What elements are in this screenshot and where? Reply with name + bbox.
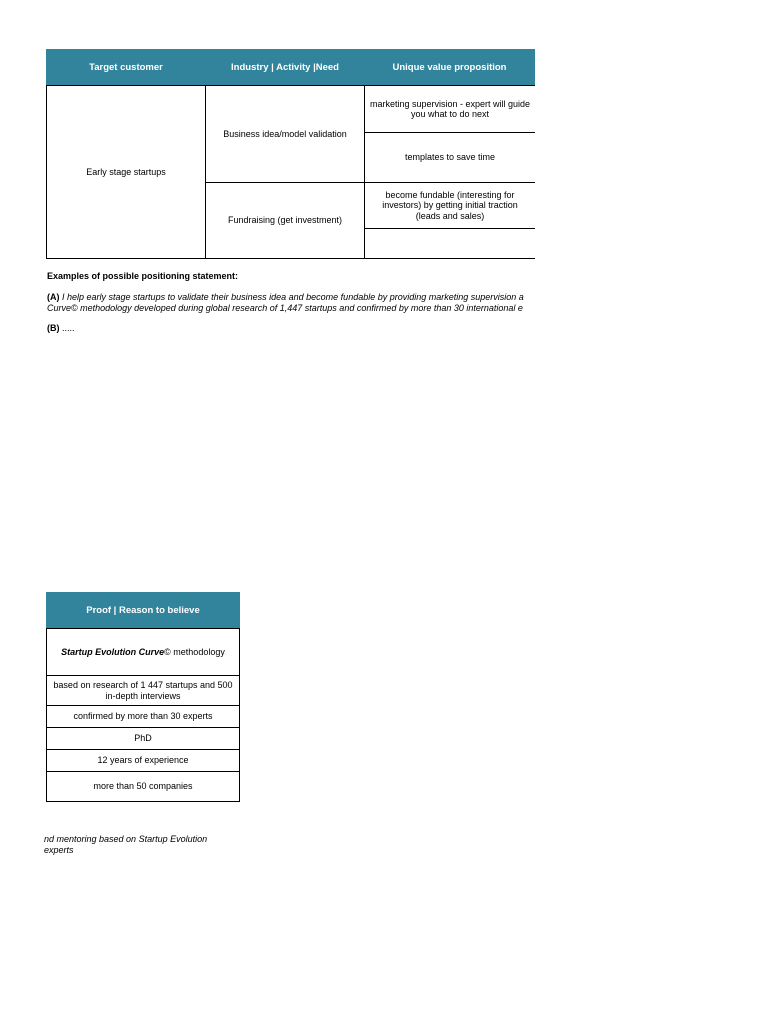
methodology-suffix: © methodology <box>164 646 225 657</box>
methodology-name: Startup Evolution Curve <box>61 646 165 657</box>
example-a-line1: I help early stage startups to validate their business idea and become fundable by providing marketing supervision a <box>62 292 524 302</box>
overflow-text <box>44 834 207 856</box>
example-a-line2: Curve© methodology developed during global research of 1,447 startups and confirmed by more than 30 international e <box>47 303 523 313</box>
cell-customer: Early stage startups <box>46 85 206 259</box>
proof-experts: confirmed by more than 30 experts <box>46 705 240 728</box>
proof-table <box>46 592 240 802</box>
cell-value-fundable <box>364 182 535 229</box>
overflow-line2: experts <box>44 845 74 855</box>
example-b-label: (B) <box>47 323 60 333</box>
proof-research: based on research of 1 447 startups and 500 in-depth interviews <box>46 675 240 706</box>
examples-heading: Examples of possible positioning statement: <box>47 271 239 281</box>
example-a-label: (A) <box>47 292 60 302</box>
proof-experience: 12 years of experience <box>46 749 240 772</box>
cell-need-validation: Business idea/model validation <box>205 85 365 183</box>
header-proof: Proof | Reason to believe <box>46 592 240 628</box>
header-target-customer: Target customer <box>46 49 206 85</box>
cell-value-templates: templates to save time <box>364 132 535 183</box>
overflow-line1: nd mentoring based on Startup Evolution <box>44 834 208 844</box>
cell-need-fundraising: Fundraising (get investment) <box>205 182 365 259</box>
proof-methodology <box>46 628 240 676</box>
example-b-text: ..... <box>62 323 75 333</box>
cell-value-supervision <box>364 85 535 133</box>
top-table <box>46 49 535 259</box>
cell-value-empty <box>364 228 535 259</box>
header-industry-need: Industry | Activity |Need <box>206 49 364 85</box>
value-fundable-text: become fundable (interesting for investors) by getting initial traction (leads and sales) <box>382 189 518 221</box>
example-b <box>47 323 75 334</box>
value-supervision-text: marketing supervision - expert will guide you what to do next <box>369 98 531 119</box>
proof-phd: PhD <box>46 727 240 750</box>
example-a <box>47 292 535 314</box>
proof-companies: more than 50 companies <box>46 771 240 802</box>
header-value-proposition: Unique value proposition <box>364 49 535 85</box>
